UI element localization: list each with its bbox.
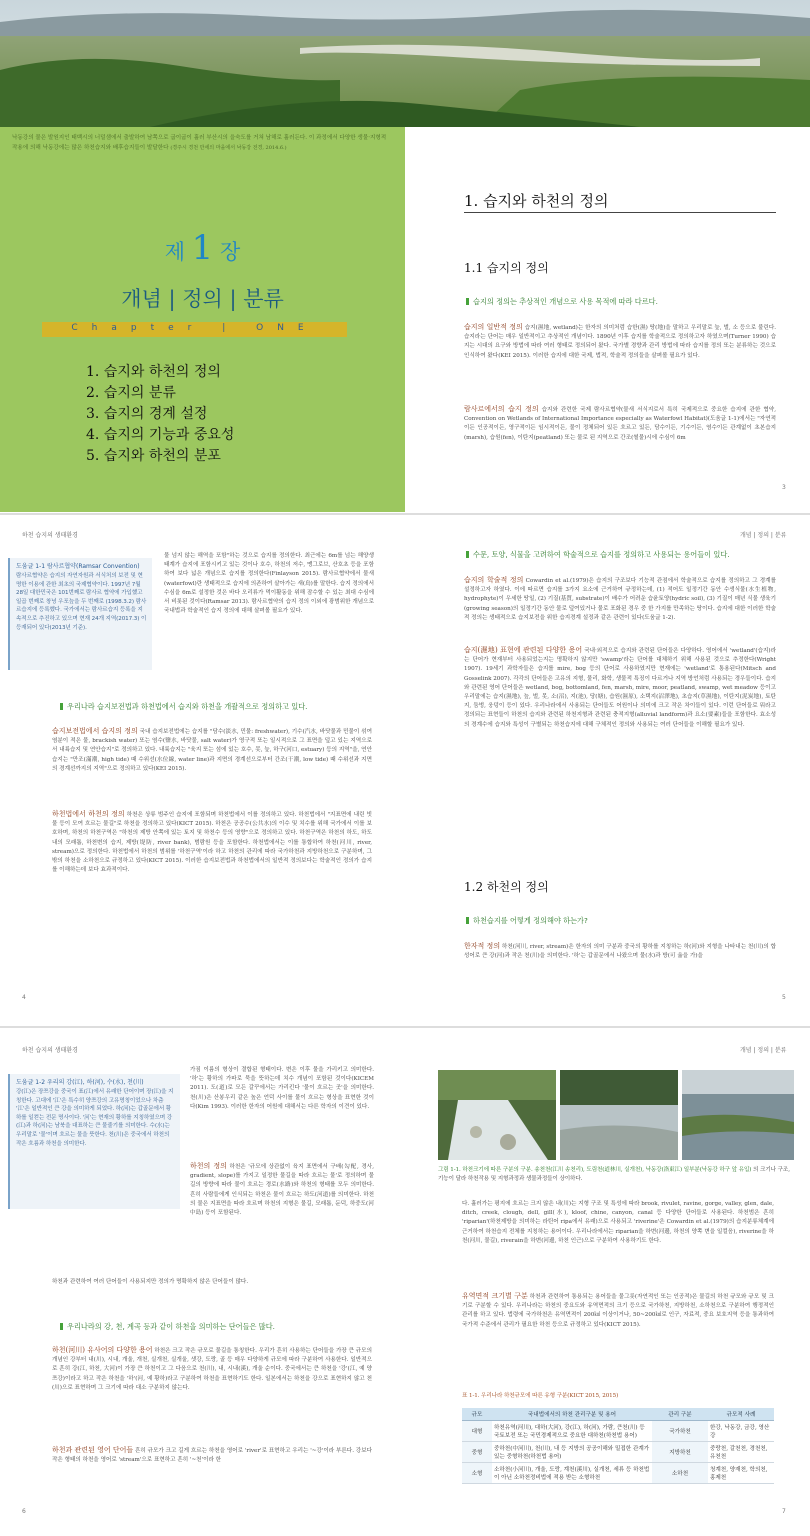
table-row [462, 1421, 774, 1442]
paragraph-text: 습지(濕地, wetland)는 한자의 의미처럼 습한(濕) 땅(地)을 말하고 우리말로 늪, 벌, 소 등으로 불린다. 습지라는 단어는 매우 일반적이고 추상적인 개념이다. 1890년 이후 습지를 학술적으로 정의하고자 하였으며(Turner 1990) 습지는 시대의 요구와 방법에 따라 여러 형태로 정의되어 왔다. 국가별 경향과 관리 방법에 따라 습지를 정의 또는 분류하는 것으로 인식하여 왔다(KEI 2015). 이러한 습지에 대한 국제, 법적, 학술적 정의들을 살펴볼 필요가 있다. [464, 325, 777, 359]
key-point-heading: 습지의 정의는 추상적인 개념으로 사용 목적에 따라 다르다. [466, 297, 658, 307]
toc-item[interactable]: 5. 습지와 하천의 분포 [86, 448, 221, 464]
table-caption: 표 1-1. 우리나라 하천규모에 따른 유형 구분(KICT 2015, 2015) [462, 1393, 619, 1399]
running-header: 개념 | 정의 | 분류 [740, 1047, 787, 1054]
landscape-photo [0, 0, 810, 127]
note-box [8, 1074, 180, 1209]
paragraph-keyword: 한자적 정의 [464, 942, 501, 950]
note-box [8, 558, 152, 670]
toc-item[interactable]: 3. 습지의 경계 설정 [86, 406, 208, 422]
table-row [462, 1463, 774, 1484]
toc-item[interactable]: 1. 습지와 하천의 정의 [86, 364, 221, 380]
chapter-prefix: 제 [164, 240, 185, 264]
paragraph-keyword: 습지(濕地) 표현에 관련된 다양한 용어 [464, 646, 583, 654]
paragraph-text: 하천(河川, river, stream)은 한자의 의미 구분과 중국의 황하를 지칭하는 하(河)와 지형을 나타내는 천(川)의 합성어로 큰 강(河)과 작은 천(川)을 의미한다. '하'는 갑골문에서 나왔으며 물(水)과 방(可 옳을 가)을 [464, 944, 776, 960]
paragraph-text: 가짐 이름의 형상이 결합된 형태이다. 변은 이후 물을 가리키고 의미한다. '하'는 황하의 가파로 묵을 뜻하는데 치수 개념이 포함된 것이다(KICEM 2011). 도(道)로 모든 갈꾸에서는 가리킨다 '물이 흐르는 곳'을 의미한다. 천(川)은 산봉우리 같은 높은 언덕 사이를 물이 흐르는 형상을 표현한 것이다(Kim 1993). 이러한 한자의 어원에 대해서는 다른 학자의 이견이 있다. [190, 1067, 374, 1110]
paragraph-keyword: 람사르에서의 습지 정의 [464, 405, 539, 413]
key-point-heading: 수문, 토양, 식물을 고려하여 학술적으로 습지를 정의하고 사용되는 용어들이 있다. [466, 550, 730, 560]
paragraph-keyword: 하천법에서 하천의 정의 [52, 810, 125, 818]
paragraph-text: 국내·외적으로 습지와 관련된 단어들은 다양하다. 영어에서 'wetland'(습지)라는 단어가 현재부터 사용되었는지는 명확하지 않지만 'swamp'라는 단어를 대체하기 위해 사용된 것으로 추정한다(Wright 1907). 19세기 과학자들은 습지를 mire, bog 등의 단어로 사용하였지만 현재에는 'wetland'로 통용된다(Mitsch and Gosselink 2007). 각각의 단어들은 고유의 지형, 물리, 화학, 생물적 특징이 다르거나 지역 방언처럼 사용되는 경우들이다. 습지와 관련된 영어 단어들은 wetland, bog, bottomland, fen, marsh, mire, moor, peatland, swamp, wet meadow 등이고 우리말에는 습지(濕地), 늪, 벌, 못, 소(沼), 지(池), 당(塘), 습원(濕原), 소택지(沼澤地), 초습지(草濕地), 이탄지(泥炭地), 토탄지, 둠벙, 웅덩이 등이 있다. 우리나라에서 사용되는 단어들도 어원이나 의미에 크고 작은 차이들이 있다. 이런 단어들로 뭐라고 정의되는 표현들이 하천의 습지와 관련된 하천지형과 관련된 충적지형(alluvial landform)과 요소(要素)들을 포함한다. 효소성의 경계수에 습지와 특성이 구별되는 하천습지에 대해 구체적인 정의와 사용되는 여러 단어들을 이해할 필요가 있다. [464, 648, 776, 728]
table-cell: 한강, 낙동강, 금강, 영산강 [708, 1421, 774, 1442]
table-cell: 소하천 [652, 1463, 708, 1484]
paragraph [464, 942, 776, 961]
page-number: 5 [782, 994, 786, 1001]
chapter-suffix: 장 [220, 240, 241, 264]
paragraph-keyword: 습지의 일반적 정의 [464, 323, 523, 331]
paragraph-text: 하천은 상류 범주인 습지에 포함되며 하천법에서 이를 정의하고 있다. 하천법에서 "지표면에 내린 빗물 등이 모여 흐르는 물길"로 하천을 정의하고 있다(KICT 2015). 하천은 공공수(公共水)의 이수 및 치수를 위해 국가에서 이를 보호하며, 하천의 하천구역은 "하천의 제방 안쪽에 있는 토지 및 하천수 등의 영향"으로 정의하고 있다. 하천구역은 하천의 하도, 하도 내의 모래톱, 하천변의 습지, 제방(堤防, river bank), 범람원 등을 포함한다. 하천법에서는 이를 통합하여 하천(河川, river, stream)으로 정의한다. 하천법에서 하천의 범위를 '하천구역'이라 하고 하천의 관리에 따라 국가하천과 지방하천으로 구분하며, 그 밖의 하천을 소하천으로 규정하고 있다(KICT 2015). 이러한 습지보전법과 하천법에서의 일반적 정의보다는 학술적인 정의가 습지를 이해하는데 보다 효과적이다. [52, 812, 373, 874]
paragraph [464, 646, 776, 730]
table-row [462, 1442, 774, 1463]
key-point-heading: 하천습지를 어떻게 정의해야 하는가? [466, 916, 588, 926]
table-cell: 국가하천 [652, 1421, 708, 1442]
paragraph-text: 하천과 관련하여 여러 단어들이 사용되지만 정의가 명확하지 않은 단어들이 많다. [52, 1279, 249, 1285]
paragraph-text: 하천은 크고 작은 규모로 물길을 통칭한다. 우리가 흔히 사용하는 단어들을 가장 큰 규모의 개념인 강부터 내(川), 시내, 개울, 개천, 실개천, 실개울, 샛강, 도랑, 골 등 매우 다양하게 규모에 따라 구분하여 사용한다. 일반적으로 흔히 강(江, 하천, 大河)이 가장 큰 하천이고 그 다음으로 천(川), 내, 시내(溪), 개울 순이다. 중국에서는 큰 하천을 '강'(江, 예 양쯔강)이라고 하고 작은 하천을 '하'(河, 예 황하)라고 구분하여 하천을 표현하기도 한다. 일본에서는 하천을 강으로 표현하지 않고 천(川)으로 표현하며 그 크기에 따라 대소 구분하지 않는다. [52, 1348, 372, 1391]
paragraph-text: 물 넘지 않는 해역을 포함"하는 것으로 습지를 정의한다. 최근에는 6m를 넘는 해양생태계가 습지에 포함시키고 있는 것이나 호수, 하천의 저수, 맹그로브, 산호초 등을 포함하여 보다 넓은 개념으로 습지를 정의한다(Finlayson 2015). 람사르협약에서 물새(waterfowl)란 생태적으로 습지에 의존하여 살아가는 새(鳥)를 말한다. 습지 정의에서 수심을 6m로 설정한 것은 바다 오리류가 먹이활동을 위해 잠수할 수 있는 최대 수심에서 비롯된 것이다(Ramsar 2013). 람사르협약의 습지 정의 이외에 광범위한 개념으로 국내법과 학술적인 습지 정의에 대해 살펴볼 필요가 있다. [164, 553, 374, 615]
intro-caption [12, 133, 390, 153]
subsection-title: 1.2 하천의 정의 [464, 880, 549, 894]
running-header: 하천 습지의 생태환경 [22, 1047, 78, 1054]
paragraph [464, 576, 776, 623]
key-point-heading: 우리나라의 강, 천, 계곡 등과 같이 하천을 의미하는 단어들은 많다. [60, 1322, 275, 1332]
table-cell: 하천유역(河川), 대하(大河), 강(江), 하(河), 가람, 큰천(川) 등 국토보전 또는 국민경제적으로 중요한 대하천(하천법 용어) [492, 1421, 652, 1442]
toc-item[interactable]: 2. 습지의 분류 [86, 385, 176, 401]
page-number: 6 [22, 1508, 26, 1515]
paragraph-keyword: 하천(河川) 유사어의 다양한 용어 [52, 1346, 153, 1354]
table-header: 규모적 사례 [708, 1408, 774, 1421]
intro-source: (경주시 경천 만세의 마을에서 낙동강 전경, 2014.6.) [170, 145, 287, 151]
paragraph-keyword: 하천의 정의 [190, 1162, 227, 1170]
paragraph-keyword: 습지보전법에서 습지의 정의 [52, 727, 138, 735]
paragraph [190, 1162, 374, 1218]
chapter-bar [42, 322, 347, 337]
paragraph-keyword: 습지의 학술적 정의 [464, 576, 524, 584]
paragraph-text: 흔히 규모가 크고 길게 흐르는 하천을 영어로 'river'로 표현하고 우리는 '~강'이라 부른다. 강보다 작은 형태의 하천을 영어로 'stream'으로 표현하고 흔히 '~천'이라 한 [52, 1448, 373, 1464]
paragraph-text: 하천과 관련하여 통용되는 용어들을 물그릇(자연적인 또는 인공적)은 물길의 하천 규모와 규모 및 크기로 구분할 수 있다. 우리나라는 하천의 중요도와 유역면적의 크기 등으로 국가하천, 지방하천, 소하천으로 구분하여 행정적인 관리를 하고 있다. 법령에 국가하천은 유역면적이 200㎢ 이상이거나, 50~200㎢로 인구, 자료적, 중요 보호지역 등을 통과하여 국가적 수준에서 관리가 필요한 하천 등으로 규정하고 있다(KICT 2015). [462, 1294, 774, 1328]
note-title: 도움글 1-2 우리의 강(江), 하(河), 수(水), 천(川) [16, 1079, 144, 1086]
chapter-number-digit: 1 [191, 228, 214, 268]
page-number: 3 [782, 484, 786, 491]
note-title: 도움글 1-1 람사르협약(Ramsar Convention) [16, 563, 140, 570]
table-header: 관리 구분 [652, 1408, 708, 1421]
paragraph-text: 국내 습지보전법에는 습지를 "담수(淡水, 민물: freshwater), 기수(汽水, 바닷물과 민물이 섞여 염분이 적은 물, brackish water) 또는 염수(鹽水, 바닷물, salt water)가 영구적 또는 일시적으로 그 표면을 덮고 있는 지역으로서 내륙습지 및 연안습지"로 정의하고 있다. 내륙습지는 "육지 또는 섬에 있는 호수, 못, 늪, 하구(河口, estuary) 등의 지역"을, 연안습지는 "만조(滿潮, high tide) 때 수위선(水位線, water line)과 지면의 경계선으로부터 간조(干潮, low tide) 때 수위선과 지면의 경계선까지의 지역"으로 정의하고 있다(KEI 2015). [52, 729, 372, 772]
chapter-number [0, 228, 405, 268]
note-body: 람사르협약은 습지의 자연자원과 서식처의 보전 및 현명한 이용에 관한 최초의 국제협약이다. 1997년 7월 28일 대한민국은 101번째로 람사르 협약에 가입했고 일곱 번째로 창녕 우포늪을 두 번째로 (1998.3.2) 람사르습지에 등록했다. 국가에서는 람사르습지 등록을 지속적으로 추진하고 있으며 현재 24개 지역(2017.3) 이 등재되어 있다(2013년 기준). [16, 573, 147, 631]
table-cell: 중형 [462, 1442, 492, 1463]
table-cell: 지방하천 [652, 1442, 708, 1463]
table-header: 국내법에서의 하천 관리구분 및 용어 [492, 1408, 652, 1421]
paragraph-keyword: 유역면적 크기별 구분 [462, 1292, 528, 1300]
table-cell: 소하천(小河川), 개울, 도랑, 계천(溪川), 실개천, 세류 등 하천법이 아닌 소하천정비법에 적용 받는 소형하천 [492, 1463, 652, 1484]
table-of-contents [86, 362, 234, 467]
section-rule [464, 212, 776, 213]
table-header: 규모 [462, 1408, 492, 1421]
paragraph-text: Cowardin et al.(1979)은 습지의 구조보다 기능적 관점에서 학술적으로 습지를 정의하고 그 경계를 설정하고자 하였다. 이에 따르면 습지를 3가지 요소에 근거하여 규정하는데, (1) 적어도 일정기간 동안 수생식물(水生植物, hydrophyte)이 우세한 땅일, (2) 기질(基質, substrate)이 배수가 어려운 습윤토양(hydric soil), (3) 기질이 매년 식물 생육기(growing season)의 일정기간 동안 물로 덮여있거나 물로 포화된 경우 중 한 가지를 만족하는 땅이다. 습지에 대한 이러한 학술적 정의는 생태적으로 습지보전을 위한 습지경계 설정과 같은 관련이 있다(도움글 1-2). [464, 578, 776, 621]
paragraph [464, 323, 776, 361]
river-size-table [462, 1408, 774, 1484]
creek-photo [560, 1070, 678, 1160]
paragraph-text: 다. 흘러가는 평지에 흐르는 크지 않은 내(川)는 지형 구조 및 특성에 따라 brook, rivulet, ravine, gorge, valley, glen, dale, ditch, creek, clough, dell, gill(水), kloof, chine, canyon, canal 등 다양한 단어들로 사용된다. 하천범은 흔히 'riparian'(하천제방을 의미하는 라틴어 ripa에서 유래)으로 사용되고 'riverine'은 Cowardin et al.(1979)의 습지분류체계에 근거하여 하천습지 전체를 지칭하는 용어이다. 우리나라에서는 riparian을 하변(河邊, 하천의 양쪽 변을 일컬음), riverine을 하천(河川, 물길), riverain을 하변(河邊, 하천 인근)으로 구분하여 사용하기도 한다. [462, 1201, 774, 1244]
page-number: 7 [782, 1508, 786, 1515]
paragraph [52, 1446, 372, 1465]
section-title: 1. 습지와 하천의 정의 [464, 192, 609, 210]
running-header: 개념 | 정의 | 분류 [740, 532, 787, 539]
paragraph-text: 하천은 '규모에 상관없이 육지 표면에서 구배(勾配, 경사, gradient, slope)를 가지고 일정한 물길을 따라 흐르는 물'로 정의하며 물길의 방향에 따라 물이 흐르는 경로(水路)와 하천의 형태를 모두 의미한다. 흔히 사람들에게 인식되는 하천은 물이 흐르는 하도(河道)를 의미한다. 하천의 물은 지표면을 따라 흐르며 하천의 지형은 물길, 모래톱, 둔덕, 하중도(河中島) 등이 포함된다. [190, 1164, 374, 1217]
paragraph-keyword: 하천과 관련된 영어 단어들 [52, 1446, 134, 1454]
paragraph-text: 습지와 관련한 국제 람사르협약(물새 서식지로서 특히 국제적으로 중요한 습지에 관한 협약, Convention on Wetlands of International Importance especially as Waterfowl Habitat)(도움글 1-1)에서는 "자연적이든 인공적이든, 영구적이든 임시적이든, 물이 정체되어 있든 흐르고 있든, 담수이든, 기수이든, 염수이든 관계없이 초본습지(marsh), 습원(fen), 이탄지(peatland) 또는 물로 된 지역으로 간조(썰물)시에 수심이 6m [464, 407, 776, 441]
spread-divider [0, 1026, 810, 1028]
stream-photo [438, 1070, 556, 1160]
intro-text: 낙동강의 물은 발원지인 태백시의 너덜샘에서 출발하여 남쪽으로 굽이굽이 흘러 부산시의 을숙도를 거쳐 남해로 흘러든다. 이 과정에서 다양한 생물·지형적 작용에 의해 낙동강에는 많은 하천습지와 배후습지들이 발달한다 [12, 135, 387, 151]
table-cell: 대형 [462, 1421, 492, 1442]
paragraph [52, 1346, 372, 1393]
figure-caption [438, 1166, 794, 1183]
toc-item[interactable]: 4. 습지의 기능과 중요성 [86, 427, 235, 443]
river-photo [682, 1070, 794, 1160]
paragraph [52, 810, 372, 875]
paragraph [462, 1292, 774, 1330]
figure-caption-text-2: 의 크기나 구조, 기능이 달라 하천작용 및 지형과정과 생물과정들이 상이하다. [438, 1167, 790, 1182]
paragraph [464, 405, 776, 443]
subsection-title: 1.1 습지의 정의 [464, 261, 549, 275]
page-number: 4 [22, 994, 26, 1001]
paragraph [52, 727, 372, 774]
table-cell: 청계천, 양재천, 학의천, 홍제천 [708, 1463, 774, 1484]
chapter-subtitle: 개념 | 정의 | 분류 [121, 287, 284, 311]
table-cell: 중랑천, 갈천천, 경천천, 유천천 [708, 1442, 774, 1463]
note-body: 강(江)은 장쯔강을 중국이 표(江)에서 유래한 단어이며 장(江)을 지칭한다. 고대에 '江'은 특수히 양쯔강의 고유명칭이었으나 차츰 '江'은 일반적인 큰 강을 의미하게 되었다. 하(河)는 갑골문에서 황하를 일컫는 전문 명사이다. '河'는 현재의 황하를 지칭하였으며 강(江)과 하(河)는 남북을 대표하는 큰 물줄기를 의미한다. 수(水)는 우리말로 '물'이며 흐르는 물을 뜻한다. 천(川)은 중국에서 하천의 작은 흐름과 하천을 의미한다. [16, 1089, 174, 1147]
key-point-heading: 우리나라 습지보전법과 하천법에서 습지와 하천을 개괄적으로 정의하고 있다. [60, 702, 307, 712]
spread-divider [0, 513, 810, 515]
running-header: 하천 습지의 생태환경 [22, 532, 78, 539]
figure-caption-text: 그림 1-1. 하천크기에 따른 구분의 구분. 송천천(江川 송천리), 도림천(道林川, 실개천), 낙동강(洛東江) 일부분(낙동강 하구 앞 유입) [438, 1167, 752, 1173]
chapter-bar-label: Chapter | ONE [71, 323, 318, 333]
table-cell: 중하천(中河川), 천(川), 내 등 지방의 공공이해와 밀접한 관계가 있는 중형하천(하천법 용어) [492, 1442, 652, 1463]
table-cell: 소형 [462, 1463, 492, 1484]
